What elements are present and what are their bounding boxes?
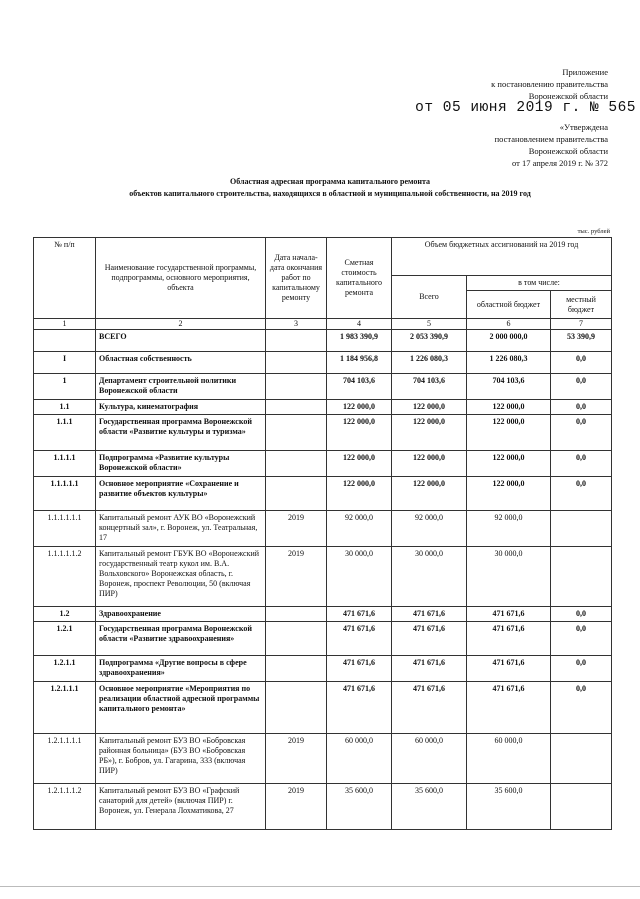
row-num: 1.2.1 [34, 622, 96, 656]
row-num: 1.2.1.1.1.2 [34, 784, 96, 830]
appendix-block [491, 66, 608, 102]
row-estimate: 30 000,0 [327, 547, 392, 607]
row-regional: 30 000,0 [467, 547, 551, 607]
row-dates [266, 607, 327, 622]
row-num: I [34, 352, 96, 374]
row-total: 92 000,0 [392, 511, 467, 547]
header-estimate: Сметная стоимость капитального ремонта [327, 238, 392, 319]
row-total: 122 000,0 [392, 415, 467, 451]
row-regional: 471 671,6 [467, 656, 551, 682]
row-total: 2 053 390,9 [392, 330, 467, 352]
row-num: 1.1.1.1 [34, 451, 96, 477]
column-number: 1 [34, 319, 96, 330]
row-num: 1.1 [34, 400, 96, 415]
row-local [551, 511, 612, 547]
row-local: 0,0 [551, 607, 612, 622]
header-total: Всего [392, 276, 467, 319]
row-name: ВСЕГО [96, 330, 266, 352]
row-name: Основное мероприятие «Сохранение и развитие объектов культуры» [96, 477, 266, 511]
row-total: 122 000,0 [392, 451, 467, 477]
row-name: Областная собственность [96, 352, 266, 374]
row-total: 704 103,6 [392, 374, 467, 400]
row-regional: 122 000,0 [467, 477, 551, 511]
row-dates [266, 330, 327, 352]
header-including: в том числе: [467, 276, 612, 291]
appendix-line: к постановлению правительства [491, 79, 608, 89]
row-num: 1.1.1.1.1 [34, 477, 96, 511]
row-dates: 2019 [266, 511, 327, 547]
row-regional: 122 000,0 [467, 415, 551, 451]
row-total: 471 671,6 [392, 682, 467, 734]
table-row [34, 682, 612, 734]
document-title [40, 176, 620, 200]
table-row [34, 477, 612, 511]
approved-line: «Утверждена [559, 122, 608, 132]
column-number: 5 [392, 319, 467, 330]
row-total: 30 000,0 [392, 547, 467, 607]
row-dates: 2019 [266, 734, 327, 784]
row-name: Капитальный ремонт ГБУК ВО «Воронежский государственный театр кукол им. В.А. Вольховского» Воронежская область, г. Воронеж, проспект Революции, 50 (включая ПИР) [96, 547, 266, 607]
row-total: 122 000,0 [392, 477, 467, 511]
row-name: Департамент строительной политики Воронежской области [96, 374, 266, 400]
column-number: 6 [467, 319, 551, 330]
row-num: 1.2 [34, 607, 96, 622]
header-num: № п/п [34, 238, 96, 319]
table-row [34, 374, 612, 400]
row-estimate: 471 671,6 [327, 607, 392, 622]
row-local: 0,0 [551, 682, 612, 734]
title-line-1: Областная адресная программа капитального ремонта [230, 177, 430, 186]
table-row [34, 511, 612, 547]
row-dates [266, 352, 327, 374]
table-row [34, 352, 612, 374]
header-regional: областной бюджет [467, 291, 551, 319]
table-row [34, 451, 612, 477]
column-numbers-row [34, 319, 612, 330]
row-estimate: 92 000,0 [327, 511, 392, 547]
row-local: 53 390,9 [551, 330, 612, 352]
row-num: 1.2.1.1.1 [34, 682, 96, 734]
row-estimate: 60 000,0 [327, 734, 392, 784]
row-regional: 60 000,0 [467, 734, 551, 784]
row-dates [266, 477, 327, 511]
row-dates [266, 451, 327, 477]
row-regional: 122 000,0 [467, 400, 551, 415]
header-dates: Дата начала-дата окончания работ по капитальному ремонту [266, 238, 327, 319]
table-row [34, 734, 612, 784]
header-volume: Объем бюджетных ассигнований на 2019 год [392, 238, 612, 276]
column-number: 3 [266, 319, 327, 330]
row-num: 1.1.1 [34, 415, 96, 451]
row-name: Подпрограмма «Развитие культуры Воронежской области» [96, 451, 266, 477]
table-row [34, 330, 612, 352]
row-regional: 471 671,6 [467, 607, 551, 622]
row-name: Здравоохранение [96, 607, 266, 622]
row-regional: 471 671,6 [467, 682, 551, 734]
appendix-line: Воронежской области [528, 91, 608, 101]
appendix-line: Приложение [562, 67, 608, 77]
row-estimate: 122 000,0 [327, 400, 392, 415]
row-regional: 1 226 080,3 [467, 352, 551, 374]
row-estimate: 1 184 956,8 [327, 352, 392, 374]
title-line-2: объектов капитального строительства, находящихся в областной и муниципальной собственности, на 2019 год [129, 189, 531, 198]
row-total: 1 226 080,3 [392, 352, 467, 374]
row-num: 1.1.1.1.1.1 [34, 511, 96, 547]
table-row [34, 622, 612, 656]
row-total: 471 671,6 [392, 607, 467, 622]
column-number: 4 [327, 319, 392, 330]
row-name: Подпрограмма «Другие вопросы в сфере здравоохранения» [96, 656, 266, 682]
row-name: Государственная программа Воронежской области «Развитие здравоохранения» [96, 622, 266, 656]
row-estimate: 704 103,6 [327, 374, 392, 400]
row-dates [266, 682, 327, 734]
row-dates: 2019 [266, 784, 327, 830]
row-local: 0,0 [551, 415, 612, 451]
row-estimate: 35 600,0 [327, 784, 392, 830]
row-name: Государственная программа Воронежской области «Развитие культуры и туризма» [96, 415, 266, 451]
row-dates [266, 622, 327, 656]
row-dates [266, 415, 327, 451]
row-estimate: 471 671,6 [327, 682, 392, 734]
approved-line: Воронежской области [528, 146, 608, 156]
table-body [34, 330, 612, 830]
row-name: Капитальный ремонт БУЗ ВО «Бобровская районная больница» (БУЗ ВО «Бобровская РБ»), г. Бобров, ул. Гагарина, 333 (включая ПИР) [96, 734, 266, 784]
table-row [34, 400, 612, 415]
row-name: Капитальный ремонт БУЗ ВО «Графский санаторий для детей» (включая ПИР) г. Воронеж, ул. Генерала Лохматикова, 27 [96, 784, 266, 830]
table-row [34, 656, 612, 682]
table-row [34, 607, 612, 622]
approved-line: постановлением правительства [494, 134, 608, 144]
row-total: 35 600,0 [392, 784, 467, 830]
program-table [33, 237, 612, 830]
approved-block [495, 121, 608, 169]
table-header [34, 238, 612, 330]
column-number: 7 [551, 319, 612, 330]
units-label: тыс. рублей [577, 228, 610, 235]
header-name: Наименование государственной программы, подпрограммы, основного мероприятия, объекта [96, 238, 266, 319]
row-total: 471 671,6 [392, 622, 467, 656]
row-num: 1 [34, 374, 96, 400]
row-regional: 2 000 000,0 [467, 330, 551, 352]
row-local: 0,0 [551, 622, 612, 656]
row-local: 0,0 [551, 374, 612, 400]
row-estimate: 471 671,6 [327, 656, 392, 682]
row-num [34, 330, 96, 352]
row-dates [266, 400, 327, 415]
row-local: 0,0 [551, 352, 612, 374]
row-name: Капитальный ремонт АУК ВО «Воронежский концертный зал», г. Воронеж, ул. Театральная, 17 [96, 511, 266, 547]
row-total: 60 000,0 [392, 734, 467, 784]
table-row [34, 547, 612, 607]
row-name: Культура, кинематография [96, 400, 266, 415]
row-estimate: 122 000,0 [327, 451, 392, 477]
row-local: 0,0 [551, 451, 612, 477]
row-local [551, 734, 612, 784]
row-name: Основное мероприятие «Мероприятия по реализации областной адресной программы капитального ремонта» [96, 682, 266, 734]
row-regional: 35 600,0 [467, 784, 551, 830]
row-regional: 471 671,6 [467, 622, 551, 656]
row-num: 1.2.1.1.1.1 [34, 734, 96, 784]
row-num: 1.1.1.1.1.2 [34, 547, 96, 607]
row-total: 471 671,6 [392, 656, 467, 682]
row-local: 0,0 [551, 477, 612, 511]
table-row [34, 415, 612, 451]
row-total: 122 000,0 [392, 400, 467, 415]
decree-stamp: от 05 июня 2019 г. № 565 [415, 100, 636, 116]
table-row [34, 784, 612, 830]
row-estimate: 1 983 390,9 [327, 330, 392, 352]
row-local: 0,0 [551, 400, 612, 415]
header-local: местный бюджет [551, 291, 612, 319]
row-local: 0,0 [551, 656, 612, 682]
row-regional: 92 000,0 [467, 511, 551, 547]
row-num: 1.2.1.1 [34, 656, 96, 682]
row-estimate: 471 671,6 [327, 622, 392, 656]
row-dates [266, 656, 327, 682]
row-regional: 704 103,6 [467, 374, 551, 400]
page-edge-line [0, 886, 640, 887]
row-estimate: 122 000,0 [327, 415, 392, 451]
column-number: 2 [96, 319, 266, 330]
row-estimate: 122 000,0 [327, 477, 392, 511]
row-dates: 2019 [266, 547, 327, 607]
row-regional: 122 000,0 [467, 451, 551, 477]
row-local [551, 784, 612, 830]
approved-line: от 17 апреля 2019 г. № 372 [512, 158, 608, 168]
row-dates [266, 374, 327, 400]
row-local [551, 547, 612, 607]
